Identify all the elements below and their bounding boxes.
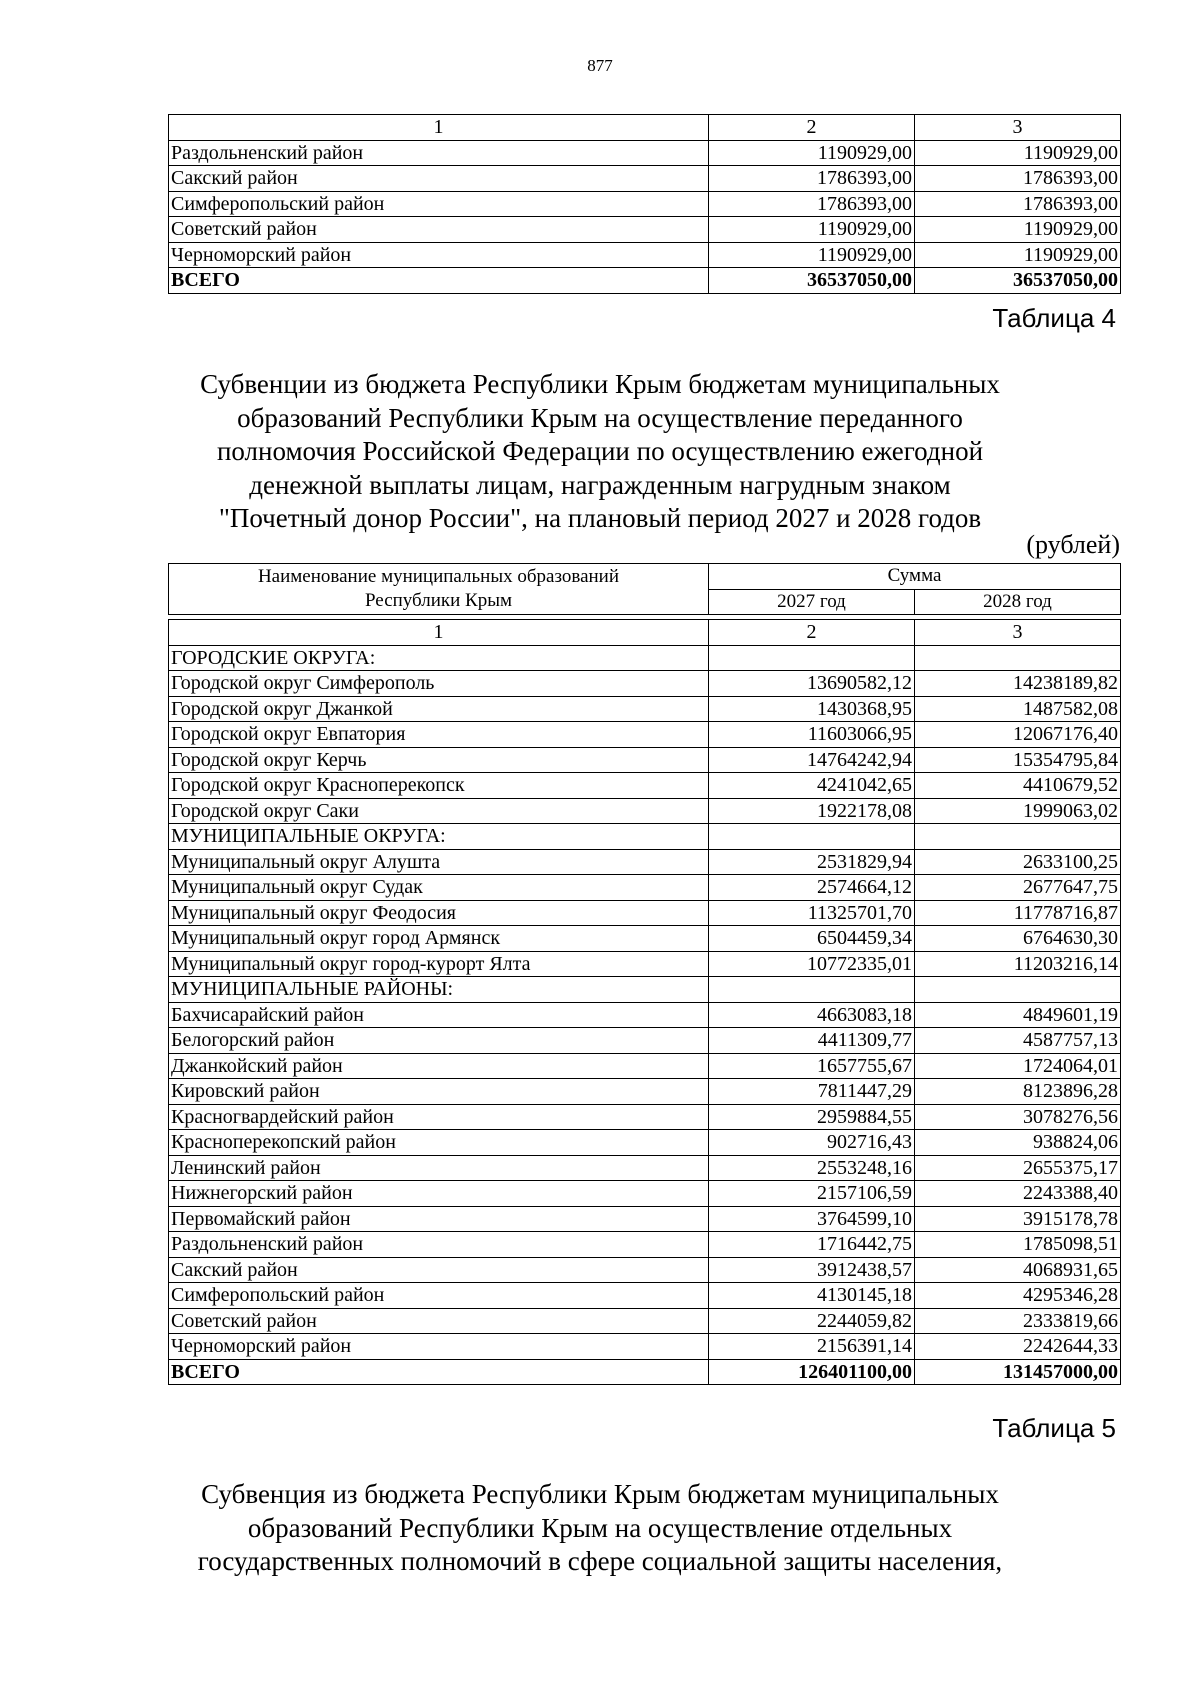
header-sum-cell: Сумма [709, 564, 1121, 590]
title-line: полномочия Российской Федерации по осуществлению ежегодной [216, 436, 984, 466]
table-row [169, 1002, 1121, 1028]
column-number: 2 [709, 620, 915, 646]
table-row [169, 1308, 1121, 1334]
table-row [169, 926, 1121, 952]
amount-2027: 14764242,94 [709, 747, 915, 773]
municipality-name: Белогорский район [169, 1028, 709, 1054]
header-year-2028: 2028 год [915, 589, 1121, 615]
amount-2027: 13690582,12 [709, 671, 915, 697]
municipality-name: Городской округ Джанкой [169, 696, 709, 722]
amount-2028: 1487582,08 [915, 696, 1121, 722]
title-line: денежной выплаты лицам, награжденным нагрудным знаком [249, 469, 951, 500]
table-row [169, 773, 1121, 799]
column-number: 1 [169, 115, 709, 141]
amount-2028: 1785098,51 [915, 1232, 1121, 1258]
municipality-name: Красноперекопский район [169, 1130, 709, 1156]
amount-2027: 6504459,34 [709, 926, 915, 952]
municipality-name: ВСЕГО [169, 1359, 709, 1385]
amount-2027: 1430368,95 [709, 696, 915, 722]
amount-2027: 4411309,77 [709, 1028, 915, 1054]
amount-2028: 1786393,00 [915, 166, 1121, 192]
amount-2028: 12067176,40 [915, 722, 1121, 748]
amount-2028: 11203216,14 [915, 951, 1121, 977]
amount-2028: 8123896,28 [915, 1079, 1121, 1105]
municipality-name: Джанкойский район [169, 1053, 709, 1079]
municipality-name: Ленинский район [169, 1155, 709, 1181]
table-row [169, 722, 1121, 748]
municipality-name: Городской округ Саки [169, 798, 709, 824]
amount-2028: 1999063,02 [915, 798, 1121, 824]
amount-2027: 7811447,29 [709, 1079, 915, 1105]
amount-2028: 2633100,25 [915, 849, 1121, 875]
amount-2028: 4295346,28 [915, 1283, 1121, 1309]
table-5-label: Таблица 5 [992, 1413, 1116, 1443]
column-number: 3 [915, 115, 1121, 141]
amount-2028: 36537050,00 [915, 268, 1121, 294]
amount-2028: 4410679,52 [915, 773, 1121, 799]
amount-2027: 2531829,94 [709, 849, 915, 875]
amount-2027: 3912438,57 [709, 1257, 915, 1283]
municipality-name: Кировский район [169, 1079, 709, 1105]
amount-2028: 2243388,40 [915, 1181, 1121, 1207]
amount-2027: 1190929,00 [709, 140, 915, 166]
amount-2027: 2959884,55 [709, 1104, 915, 1130]
amount-2027: 126401100,00 [709, 1359, 915, 1385]
table-row [169, 140, 1121, 166]
municipality-name: Городской округ Симферополь [169, 671, 709, 697]
table-header-row [169, 564, 1121, 590]
table-row [169, 696, 1121, 722]
title-line: Субвенции из бюджета Республики Крым бюджетам муниципальных [200, 369, 1000, 399]
total-row [169, 1359, 1121, 1385]
municipality-name: Нижнегорский район [169, 1181, 709, 1207]
table-4 [168, 563, 1121, 1385]
amount-2027: 2156391,14 [709, 1334, 915, 1360]
amount-2028: 11778716,87 [915, 900, 1121, 926]
table-row [169, 900, 1121, 926]
column-number: 3 [915, 620, 1121, 646]
table-row [169, 1181, 1121, 1207]
municipality-name: Сакский район [169, 1257, 709, 1283]
amount-2027: 4241042,65 [709, 773, 915, 799]
amount-2028: 1190929,00 [915, 140, 1121, 166]
amount-2028: 1190929,00 [915, 242, 1121, 268]
amount-2028: 6764630,30 [915, 926, 1121, 952]
amount-2027: 1786393,00 [709, 191, 915, 217]
column-number-row [169, 620, 1121, 646]
page-number: 877 [587, 56, 613, 75]
municipality-name: Советский район [169, 1308, 709, 1334]
municipality-name: Городской округ Красноперекопск [169, 773, 709, 799]
table-4-title [150, 368, 1050, 536]
table-row [169, 1283, 1121, 1309]
municipality-name: Городской округ Евпатория [169, 722, 709, 748]
table-row [169, 798, 1121, 824]
municipality-name: Раздольненский район [169, 1232, 709, 1258]
section-title: МУНИЦИПАЛЬНЫЕ РАЙОНЫ: [169, 977, 709, 1003]
table-row [169, 671, 1121, 697]
municipality-name: Бахчисарайский район [169, 1002, 709, 1028]
column-number: 2 [709, 115, 915, 141]
table-row [169, 217, 1121, 243]
amount-2028: 1724064,01 [915, 1053, 1121, 1079]
amount-2027: 10772335,01 [709, 951, 915, 977]
header-name-line2: Республики Крым [364, 590, 513, 611]
title-line: Субвенция из бюджета Республики Крым бюджетам муниципальных [201, 1479, 999, 1509]
table-row [169, 951, 1121, 977]
municipality-name: Красногвардейский район [169, 1104, 709, 1130]
amount-2028: 3915178,78 [915, 1206, 1121, 1232]
amount-2028: 14238189,82 [915, 671, 1121, 697]
amount-2028: 1190929,00 [915, 217, 1121, 243]
amount-2027: 2244059,82 [709, 1308, 915, 1334]
table-row [169, 1104, 1121, 1130]
amount-2028: 1786393,00 [915, 191, 1121, 217]
amount-2027: 11603066,95 [709, 722, 915, 748]
amount-2028: 15354795,84 [915, 747, 1121, 773]
title-line: образований Республики Крым на осуществление переданного [237, 402, 963, 433]
section-title: МУНИЦИПАЛЬНЫЕ ОКРУГА: [169, 824, 709, 850]
municipality-name: ВСЕГО [169, 268, 709, 294]
amount-2027: 4130145,18 [709, 1283, 915, 1309]
municipality-name: Симферопольский район [169, 191, 709, 217]
header-name-line1: Наименование муниципальных образований [257, 566, 620, 587]
amount-2027: 3764599,10 [709, 1206, 915, 1232]
section-row [169, 645, 1121, 671]
table-5-title [150, 1478, 1050, 1579]
table-row [169, 191, 1121, 217]
municipality-name: Муниципальный округ город Армянск [169, 926, 709, 952]
municipality-name: Черноморский район [169, 1334, 709, 1360]
municipality-name: Черноморский район [169, 242, 709, 268]
table-row [169, 1028, 1121, 1054]
amount-2028: 131457000,00 [915, 1359, 1121, 1385]
municipality-name: Первомайский район [169, 1206, 709, 1232]
amount-2027: 1922178,08 [709, 798, 915, 824]
amount-2027: 36537050,00 [709, 268, 915, 294]
title-line: "Почетный донор России", на плановый период 2027 и 2028 годов [218, 503, 982, 533]
municipality-name: Муниципальный округ Алушта [169, 849, 709, 875]
table-row [169, 1334, 1121, 1360]
units-label: (рублей) [1026, 530, 1120, 559]
amount-2027: 1190929,00 [709, 217, 915, 243]
table-row [169, 1130, 1121, 1156]
amount-2028: 4068931,65 [915, 1257, 1121, 1283]
table-row [169, 1053, 1121, 1079]
amount-2028: 2677647,75 [915, 875, 1121, 901]
header-name-cell [169, 564, 709, 615]
amount-2027: 4663083,18 [709, 1002, 915, 1028]
amount-2028: 2655375,17 [915, 1155, 1121, 1181]
table-4-label: Таблица 4 [992, 303, 1116, 333]
title-line: государственных полномочий в сфере социальной защиты населения, [197, 1546, 1003, 1576]
section-row [169, 824, 1121, 850]
amount-2028: 4587757,13 [915, 1028, 1121, 1054]
amount-2027: 11325701,70 [709, 900, 915, 926]
section-title: ГОРОДСКИЕ ОКРУГА: [169, 645, 709, 671]
title-line: образований Республики Крым на осуществление отдельных [247, 1512, 953, 1543]
table-row [169, 1206, 1121, 1232]
table-row [169, 747, 1121, 773]
table-row [169, 1079, 1121, 1105]
amount-2027: 2157106,59 [709, 1181, 915, 1207]
table-row [169, 1155, 1121, 1181]
amount-2027: 1190929,00 [709, 242, 915, 268]
municipality-name: Городской округ Керчь [169, 747, 709, 773]
municipality-name: Муниципальный округ Феодосия [169, 900, 709, 926]
total-row [169, 268, 1121, 294]
column-number-row [169, 115, 1121, 141]
table-row [169, 1232, 1121, 1258]
table-continued [168, 114, 1121, 294]
amount-2028: 938824,06 [915, 1130, 1121, 1156]
amount-2028: 2333819,66 [915, 1308, 1121, 1334]
municipality-name: Раздольненский район [169, 140, 709, 166]
amount-2028: 4849601,19 [915, 1002, 1121, 1028]
amount-2027: 1786393,00 [709, 166, 915, 192]
amount-2027: 2553248,16 [709, 1155, 915, 1181]
municipality-name: Сакский район [169, 166, 709, 192]
amount-2027: 1657755,67 [709, 1053, 915, 1079]
table-row [169, 875, 1121, 901]
section-row [169, 977, 1121, 1003]
municipality-name: Симферопольский район [169, 1283, 709, 1309]
table-row [169, 242, 1121, 268]
municipality-name: Муниципальный округ Судак [169, 875, 709, 901]
column-number: 1 [169, 620, 709, 646]
amount-2028: 3078276,56 [915, 1104, 1121, 1130]
table-row [169, 166, 1121, 192]
amount-2027: 2574664,12 [709, 875, 915, 901]
municipality-name: Советский район [169, 217, 709, 243]
amount-2028: 2242644,33 [915, 1334, 1121, 1360]
header-year-2027: 2027 год [709, 589, 915, 615]
municipality-name: Муниципальный округ город-курорт Ялта [169, 951, 709, 977]
table-row [169, 1257, 1121, 1283]
amount-2027: 1716442,75 [709, 1232, 915, 1258]
amount-2027: 902716,43 [709, 1130, 915, 1156]
table-row [169, 849, 1121, 875]
